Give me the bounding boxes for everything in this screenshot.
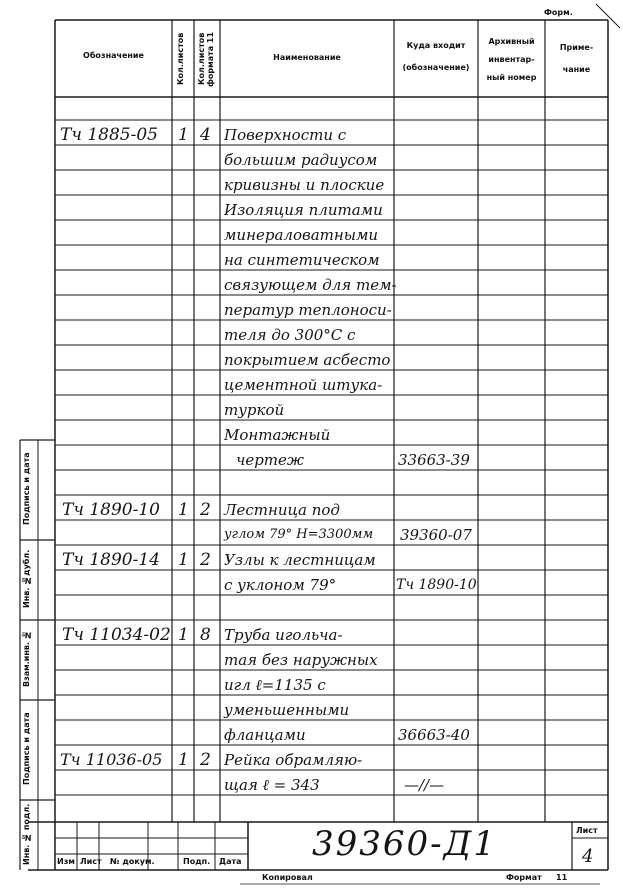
row-name-line: на синтетическом [224,251,380,269]
row-name-line: Изоляция плитами [224,201,383,219]
row-name-line: кривизны и плоские [224,176,385,194]
row-name-line: связующем для тем- [224,276,397,294]
row-designation: Тч 1890-14 [62,550,160,570]
row-designation: Тч 1885-05 [60,125,158,145]
row-destination: 39360-07 [400,526,472,544]
row-sheets: 1 [178,625,189,645]
row-name-line: уменьшенными [224,701,350,719]
row-name-line: ператур теплоноси- [224,301,392,319]
side-label-original-inv: Инв. № подл. [22,803,31,865]
side-label-signature-date-1: Подпись и дата [22,452,31,526]
header-archive-line1: Архивный [488,37,535,46]
header-sheets-format: Кол.листов формата 11 [197,31,215,87]
row-destination: Тч 1890-10 [396,577,477,593]
header-name: Наименование [273,53,341,62]
row-sheets-format: 2 [200,550,211,570]
sheet-label: Лист [576,826,598,835]
title-col-change: Изм [57,857,75,866]
title-col-sign: Подп. [183,857,211,866]
row-sheets-format: 4 [200,125,211,145]
header-note-line2: чание [562,65,591,74]
row-name-line: Рейка обрамляю- [224,751,363,769]
row-name-line: Монтажный [224,426,331,444]
header-destination-line1: Куда входит [406,41,466,50]
side-label-replace-inv: Взам.инв. № [22,630,31,688]
side-label-signature-date-2: Подпись и дата [22,712,31,786]
row-sheets-format: 8 [200,625,211,645]
title-col-doc: № докум. [110,857,155,866]
row-name-line: игл ℓ=1135 с [224,676,326,694]
header-sheets: Кол.листов [176,32,185,86]
footer-format-label: Формат [506,873,542,882]
row-name-line: цементной штука- [224,376,383,394]
row-destination: 33663-39 [398,451,470,469]
row-name-line: с уклоном 79° [224,576,337,594]
header-destination-line2: (обозначение) [402,63,470,72]
header-note-line1: Приме- [559,43,594,52]
row-name-line: щая ℓ = 343 [224,776,320,794]
title-col-date: Дата [219,857,242,866]
row-name-line: большим радиусом [224,151,378,169]
row-name-line: углом 79° Н=3300мм [224,527,374,542]
row-name-line: Труба игольча- [224,626,343,644]
row-name-line: Узлы к лестницам [224,551,376,569]
corner-form-label: Форм. [544,8,573,17]
row-sheets: 1 [178,125,189,145]
side-label-duplicate-inv: Инв. №дубл. [22,549,31,609]
title-col-sheet: Лист [80,857,102,866]
row-name-line: теля до 300°С с [224,326,356,344]
row-destination: 36663-40 [398,726,470,744]
row-name-line: Лестница под [224,501,340,519]
row-name-line: фланцами [224,726,306,744]
header-archive-line2: инвентар- [488,55,535,64]
row-name-line: Поверхности с [224,126,347,144]
header-archive-line3: ный номер [486,73,537,82]
row-sheets: 1 [178,550,189,570]
footer-format-value: 11 [556,873,568,882]
row-designation: Тч 1890-10 [62,500,160,520]
document-number: 39360-Д1 [312,824,497,864]
header-designation: Обозначение [83,51,144,60]
row-name-line: покрытием асбесто [224,351,391,369]
row-designation: Тч 11036-05 [60,750,163,769]
row-name-line: минераловатными [224,226,379,244]
row-sheets: 1 [178,500,189,520]
row-name-line: чертеж [236,451,304,469]
row-sheets-format: 2 [200,750,211,770]
row-sheets: 1 [178,750,189,770]
row-destination: —//— [404,776,445,794]
row-sheets-format: 2 [200,500,211,520]
row-name-line: туркой [224,401,285,419]
row-name-line: тая без наружных [224,651,378,669]
footer-copied: Копировал [262,873,313,882]
sheet-number: 4 [582,846,594,867]
row-designation: Тч 11034-02 [62,625,171,645]
